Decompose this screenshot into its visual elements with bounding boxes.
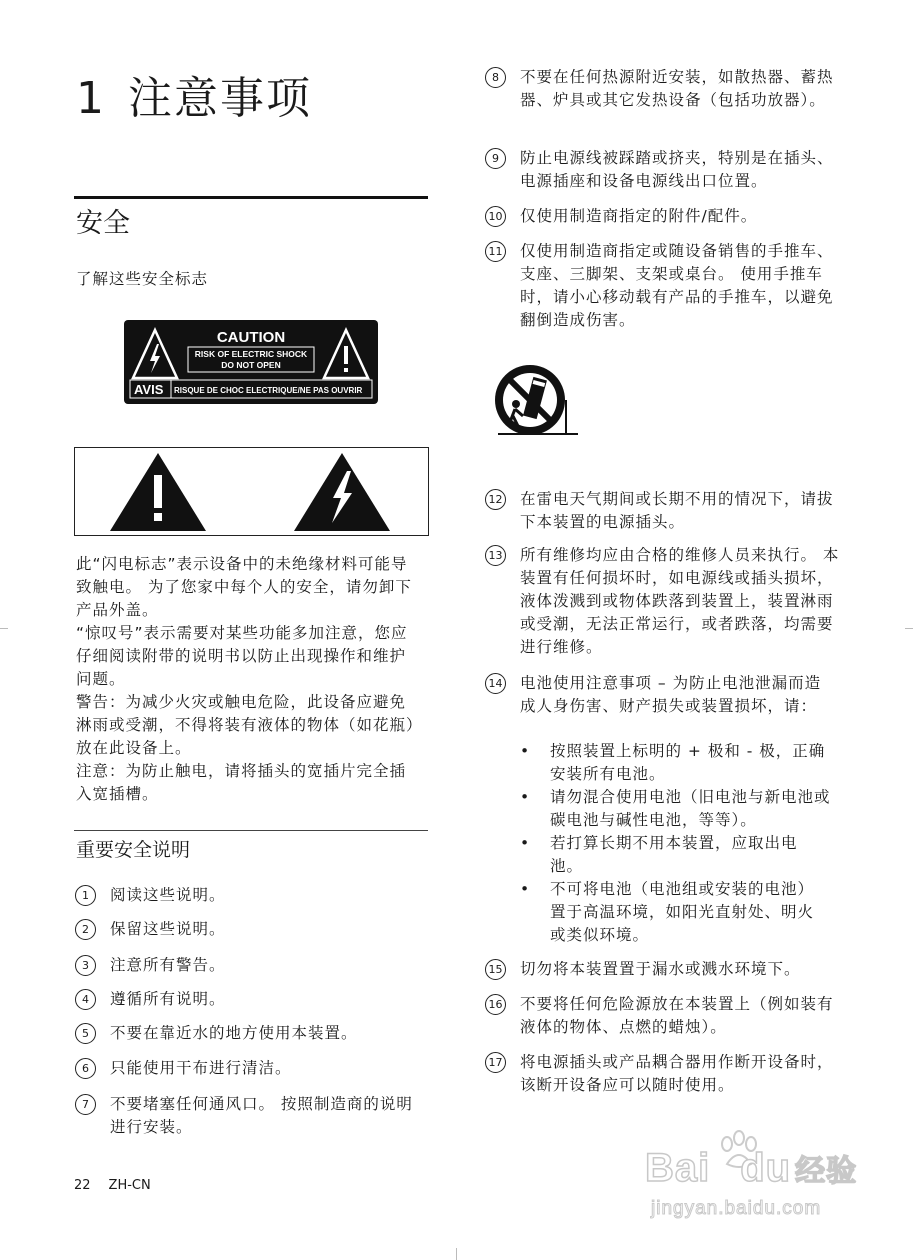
warning-symbols-box <box>74 447 429 536</box>
battery-bullet <box>520 832 840 878</box>
bullet-dot: • <box>520 788 531 806</box>
safety-paragraph-warning: 警告：为减少火灾或触电危险，此设备应避免淋雨或受潮，不得将装有液体的物体（如花瓶）放在此设备上。 <box>76 693 415 757</box>
item-number-16: 16 <box>485 994 506 1015</box>
bullet-dot: • <box>520 880 531 898</box>
item-number-7: 7 <box>75 1094 96 1115</box>
item-number-15: 15 <box>485 959 506 980</box>
language-code: ZH-CN <box>108 1178 151 1193</box>
page-number: 22 <box>74 1178 91 1193</box>
item-text: 不要在靠近水的地方使用本装置。 <box>110 1024 358 1042</box>
item-number-12: 12 <box>485 489 506 510</box>
item-number-8: 8 <box>485 67 506 88</box>
item-text: 将电源插头或产品耦合器用作断开设备时，该断开设备应可以随时使用。 <box>520 1053 834 1094</box>
section-rule-thin <box>74 830 428 831</box>
safety-paragraph-caution: 注意：为防止触电，请将插头的宽插片完全插入宽插槽。 <box>76 762 407 803</box>
item-number-3: 3 <box>75 955 96 976</box>
bullet-text: 按照装置上标明的 + 极和 - 极，正确安装所有电池。 <box>550 742 826 783</box>
item-number-1: 1 <box>75 885 96 906</box>
item-number-11: 11 <box>485 241 506 262</box>
item-text: 所有维修均应由合格的维修人员来执行。 本装置有任何损坏时，如电源线或插头损坏，液体泼溅到或物体跌落到装置上，装置淋雨或受潮，无法正常运行，或者跌落，均需要进行维修。 <box>520 546 840 656</box>
item-text: 保留这些说明。 <box>110 920 226 938</box>
bullet-text: 若打算长期不用本装置，应取出电池。 <box>550 834 798 875</box>
safety-paragraph-exclamation: “惊叹号”表示需要对某些功能多加注意，您应仔细阅读附带的说明书以防止出现操作和维护问题。 <box>76 624 408 688</box>
list-item <box>75 884 425 908</box>
important-heading: 重要安全说明 <box>76 839 191 861</box>
list-item <box>485 66 845 136</box>
list-item <box>485 1051 845 1099</box>
bullet-dot: • <box>520 742 531 760</box>
item-number-9: 9 <box>485 148 506 169</box>
item-text: 只能使用干布进行清洁。 <box>110 1059 292 1077</box>
safety-paragraph-lightning: 此“闪电标志”表示设备中的未绝缘材料可能导致触电。 为了您家中每个人的安全，请勿卸下产品外盖。 <box>76 555 412 619</box>
item-text: 不要堵塞任何通风口。 按照制造商的说明进行安装。 <box>110 1095 413 1136</box>
item-text: 仅使用制造商指定或随设备销售的手推车、支座、三脚架、支架或桌台。 使用手推车时，请小心移动载有产品的手推车，以避免翻倒造成伤害。 <box>520 242 834 329</box>
item-text: 仅使用制造商指定的附件/配件。 <box>520 207 758 225</box>
battery-bullet <box>520 878 840 948</box>
list-item <box>485 147 845 195</box>
item-number-13: 13 <box>485 545 506 566</box>
list-item <box>485 488 845 536</box>
item-text: 电池使用注意事项 – 为防止电池泄漏而造成人身伤害、财产损失或装置损坏，请： <box>520 674 822 715</box>
chapter-title <box>76 62 312 126</box>
list-item <box>75 1022 425 1046</box>
list-item <box>485 240 845 334</box>
item-text: 注意所有警告。 <box>110 956 226 974</box>
bullet-text: 请勿混合使用电池（旧电池与新电池或碳电池与碱性电池，等等）。 <box>550 788 831 829</box>
item-text: 防止电源线被踩踏或挤夹，特别是在插头、电源插座和设备电源线出口位置。 <box>520 149 834 190</box>
cart-tipover-warning-icon <box>488 360 580 442</box>
list-item <box>75 1093 425 1141</box>
avis-text: AVIS <box>134 382 164 397</box>
crop-mark <box>456 1248 457 1260</box>
item-number-17: 17 <box>485 1052 506 1073</box>
battery-bullet <box>520 740 840 786</box>
watermark-brand-bai: Bai <box>645 1146 711 1190</box>
item-text: 阅读这些说明。 <box>110 886 226 904</box>
item-text: 遵循所有说明。 <box>110 990 226 1008</box>
item-text: 在雷电天气期间或长期不用的情况下，请拔下本装置的电源插头。 <box>520 490 834 531</box>
risk-text: RISK OF ELECTRIC SHOCK <box>194 349 308 359</box>
crop-mark <box>905 628 913 629</box>
list-item <box>75 918 425 942</box>
list-item <box>75 954 425 978</box>
item-text: 不要在任何热源附近安装，如散热器、蓄热器、炉具或其它发热设备（包括功放器）。 <box>520 68 834 109</box>
watermark-brand-du: du <box>740 1146 792 1190</box>
watermark-url: jingyan.baidu.com <box>651 1198 822 1219</box>
safety-heading: 安全 <box>76 208 130 239</box>
item-number-6: 6 <box>75 1058 96 1079</box>
item-number-4: 4 <box>75 989 96 1010</box>
list-item <box>485 958 845 982</box>
list-item <box>485 672 845 742</box>
item-number-2: 2 <box>75 919 96 940</box>
bullet-text: 不可将电池（电池组或安装的电池）置于高温环境，如阳光直射处、明火或类似环境。 <box>550 880 815 944</box>
list-item <box>75 1057 425 1081</box>
item-text: 切勿将本装置置于漏水或溅水环境下。 <box>520 960 801 978</box>
watermark-jingyan: 经验 <box>795 1155 858 1188</box>
caution-label <box>124 320 378 404</box>
do-not-open-text: DO NOT OPEN <box>221 360 281 370</box>
avis-description: RISQUE DE CHOC ELECTRIQUE/NE PAS OUVRIR <box>174 386 363 395</box>
page-footer <box>74 1178 151 1193</box>
list-item <box>485 993 845 1041</box>
item-number-14: 14 <box>485 673 506 694</box>
crop-mark <box>0 628 8 629</box>
list-item <box>485 544 845 662</box>
item-text: 不要将任何危险源放在本装置上（例如装有液体的物体、点燃的蜡烛）。 <box>520 995 834 1036</box>
caution-text: CAUTION <box>216 329 286 346</box>
item-number-5: 5 <box>75 1023 96 1044</box>
chapter-number: 1 <box>76 73 106 124</box>
list-item <box>485 205 845 229</box>
bullet-dot: • <box>520 834 531 852</box>
safety-intro: 了解这些安全标志 <box>76 270 209 288</box>
section-rule <box>74 196 428 199</box>
list-item <box>75 988 425 1012</box>
chapter-title-text: 注意事项 <box>128 73 312 124</box>
item-number-10: 10 <box>485 206 506 227</box>
battery-bullet <box>520 786 840 832</box>
baidu-watermark <box>645 1130 885 1225</box>
watermark-brand <box>645 1146 857 1191</box>
